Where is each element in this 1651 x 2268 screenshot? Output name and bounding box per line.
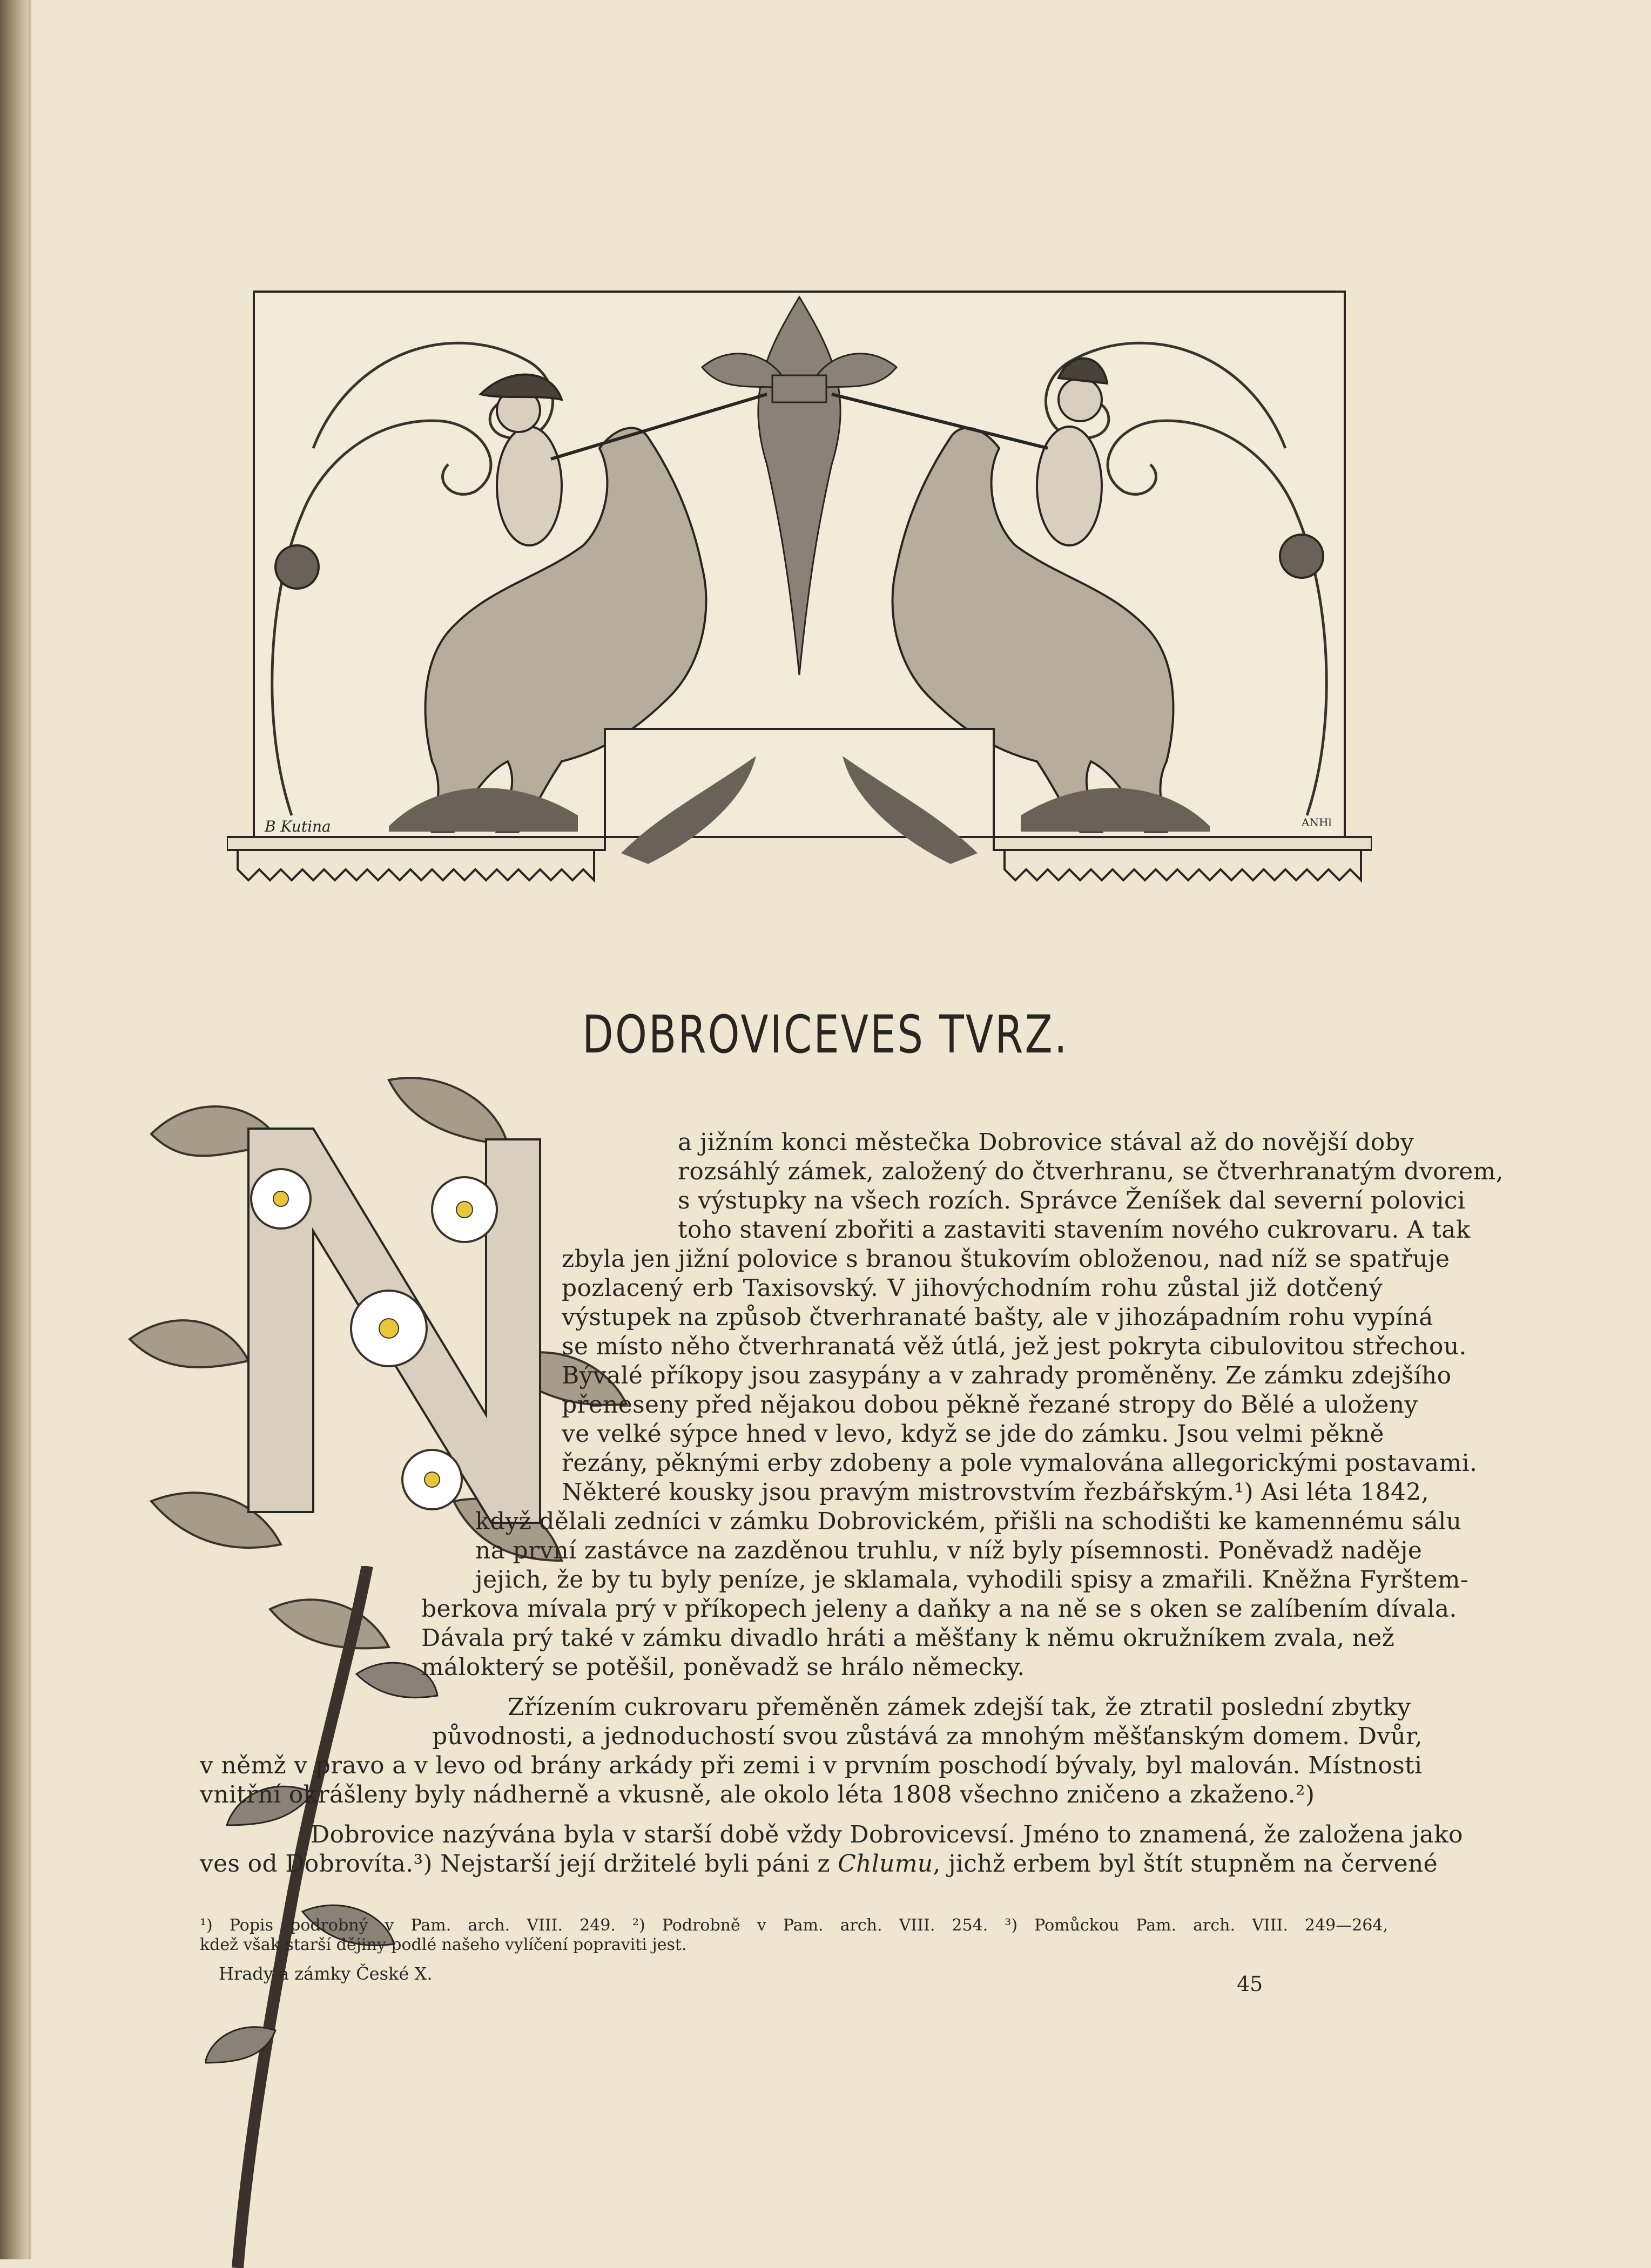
headpiece-illustration (227, 286, 1372, 902)
book-spine-shadow (0, 0, 28, 2259)
body-line-6: pozlacený erb Taxisovský. V jihovýchodním rohu zůstal již dotčený (562, 1274, 1383, 1302)
body-line-14: když dělali zedníci v zámku Dobrovickém, přišli na schodišti ke kamennému sálu (475, 1508, 1462, 1535)
body-line-8: se místo něho čtverhranatá věž útlá, jež jest pokryta cibulovitou střechou. (562, 1333, 1467, 1360)
body-line-25 (200, 1850, 1438, 1878)
signature-right: ANHl (1302, 816, 1332, 829)
chlumu-italic: Chlumu (838, 1850, 933, 1878)
horsemen-engraving (227, 286, 1372, 902)
footnote-line-1: ¹) Popis podrobný v Pam. arch. VIII. 249. ²) Podrobně v Pam. arch. VIII. 254. ³) Pomůckou Pam. arch. VIII. 249—264, (200, 1916, 1388, 1935)
body-line-20: Zřízením cukrovaru přeměněn zámek zdejší tak, že ztratil poslední zbytky (508, 1693, 1411, 1721)
body-line-3: s výstupky na všech rozích. Správce Ženíšek dal severní polovici (678, 1187, 1466, 1214)
body-line-16: jejich, že by tu byly peníze, je sklamala, vyhodili spisy a zmařili. Kněžna Fyrštem- (475, 1566, 1468, 1594)
body-line-25-end: , jichž erbem byl štít stupněm na červené (933, 1850, 1438, 1878)
body-line-5: zbyla jen jižní polovice s branou štukovím obloženou, nad níž se spatřuje (562, 1245, 1450, 1273)
body-line-12: řezány, pěknými erby zdobeny a pole vymalována allegorickými postavami. (562, 1449, 1478, 1477)
book-signature: Hrady a zámky České X. (219, 1963, 433, 1984)
body-line-25-start: ves od Dobrovíta.³) Nejstarší její držitelé byli páni z (200, 1850, 838, 1878)
body-line-21: původnosti, a jednoduchostí svou zůstává za mnohým měšťanským domem. Dvůr, (432, 1723, 1423, 1750)
footnotes (200, 1916, 1388, 1955)
body-line-7: výstupek na způsob čtverhranaté bašty, ale v jihozápadním rohu vypíná (562, 1304, 1433, 1331)
footnote-line-2: kdež však starší dějiny podlé našeho vylíčení popraviti jest. (200, 1935, 687, 1954)
body-line-13: Některé kousky jsou pravým mistrovstvím řezbářským.¹) Asi léta 1842, (562, 1479, 1429, 1506)
body-line-17: berkova mívala prý v příkopech jeleny a daňky a na ně se s oken se zalíbením dívala. (421, 1595, 1457, 1623)
body-line-15: na první zastávce na zazděnou truhlu, v níž byly písemnosti. Poněvadž naděje (475, 1537, 1423, 1564)
body-line-1: a jižním konci městečka Dobrovice stával až do novější doby (678, 1129, 1414, 1156)
chapter-title: DOBROVICEVES TVRZ. (582, 1004, 1069, 1065)
page-number: 45 (1237, 1972, 1263, 1996)
page-edge (28, 0, 31, 2259)
body-line-4: toho stavení zbořiti a zastaviti stavením nového cukrovaru. A tak (678, 1216, 1471, 1244)
body-line-2: rozsáhlý zámek, založený do čtverhranu, se čtverhranatým dvorem, (678, 1158, 1504, 1185)
body-line-10: přeneseny před nějakou dobou pěkně řezané stropy do Bělé a uloženy (562, 1391, 1418, 1419)
body-line-18: Dávala prý také v zámku divadlo hráti a měšťany k němu okružníkem zvala, než (421, 1624, 1395, 1652)
body-line-22: v němž v pravo a v levo od brány arkády při zemi i v prvním poschodí bývaly, byl malován. Místnosti (200, 1752, 1423, 1779)
body-line-23: vnitřní okrášleny byly nádherně a vkusně, ale okolo léta 1808 všechno zničeno a zkaženo.²) (200, 1781, 1315, 1808)
body-line-19: málokterý se potěšil, poněvadž se hrálo německy. (421, 1653, 1025, 1681)
body-line-24: Dobrovice nazývána byla v starší době vždy Dobrovicevsí. Jméno to znamená, že založena jako (311, 1821, 1463, 1848)
body-line-9: Bývalé příkopy jsou zasypány a v zahrady proměněny. Ze zámku zdejšího (562, 1362, 1452, 1389)
body-line-11: ve velké sýpce hned v levo, když se jde do zámku. Jsou velmi pěkně (562, 1420, 1384, 1448)
signature-left: B Kutina (265, 818, 331, 835)
